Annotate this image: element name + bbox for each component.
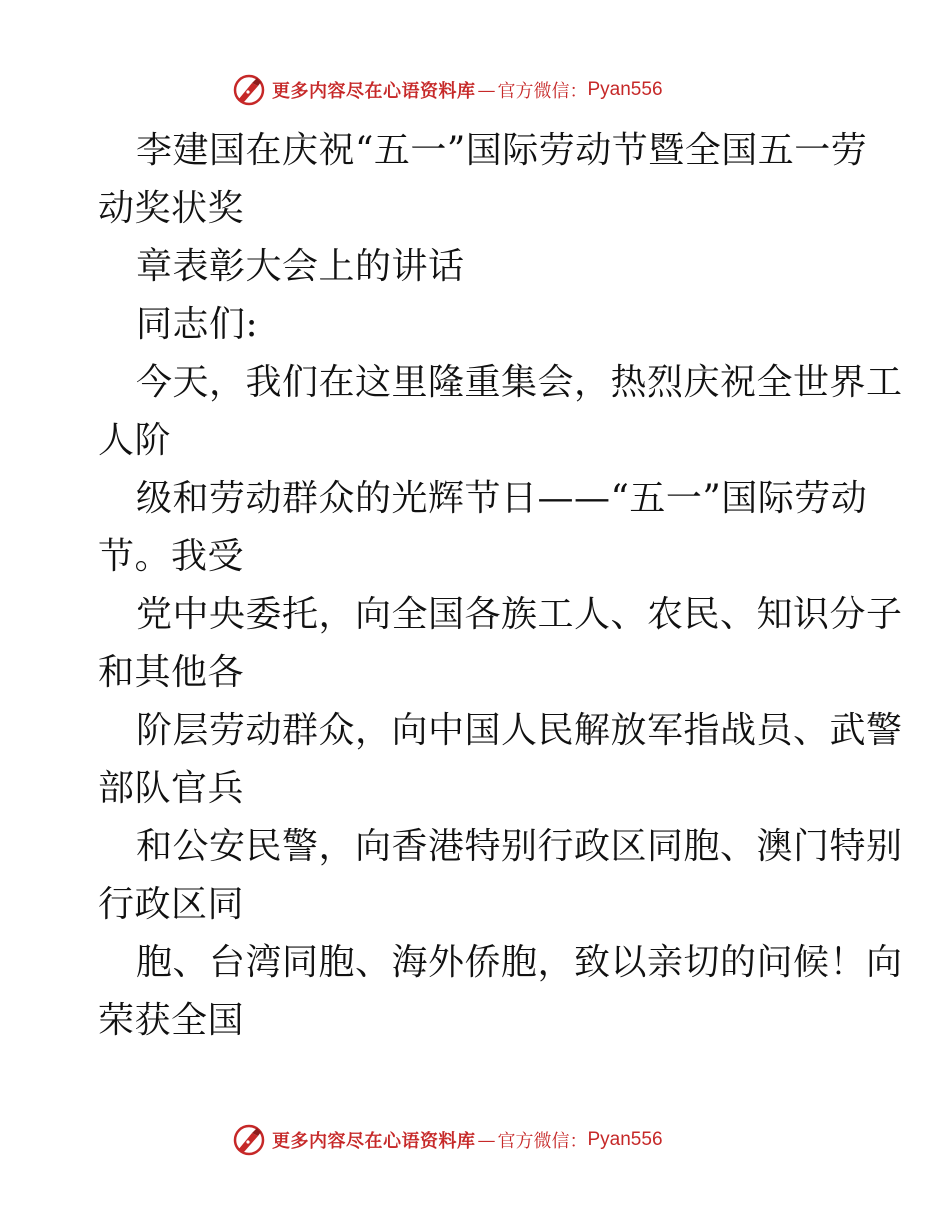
text-line: 节。我受 bbox=[98, 536, 245, 577]
text-line: 李建国在庆祝“五一”国际劳动节暨全国五一劳 bbox=[136, 130, 868, 171]
header-wechat-label: 官方微信： bbox=[497, 81, 588, 102]
text-line: 人阶 bbox=[98, 420, 172, 461]
text-line: 荣获全国 bbox=[98, 1000, 245, 1041]
header-dash: — bbox=[477, 79, 496, 101]
text-line: 动奖状奖 bbox=[98, 188, 245, 229]
text-line: 同志们: bbox=[136, 304, 259, 345]
text-line: 和公安民警，向香港特别行政区同胞、澳门特别 bbox=[136, 826, 903, 867]
header-banner bbox=[232, 70, 663, 110]
text-line: 和其他各 bbox=[98, 652, 245, 693]
footer-dash: — bbox=[477, 1129, 496, 1151]
text-line: 级和劳动群众的光辉节日——“五一”国际劳动 bbox=[136, 478, 868, 519]
footer-wechat-label: 官方微信： bbox=[497, 1131, 588, 1152]
text-line: 行政区同 bbox=[98, 884, 245, 925]
text-line: 今天，我们在这里隆重集会，热烈庆祝全世界工 bbox=[136, 362, 903, 403]
footer-wechat-account: Pyan556 bbox=[587, 1129, 663, 1150]
footer-banner bbox=[232, 1120, 663, 1160]
pen-nib-logo-icon bbox=[232, 1123, 266, 1157]
footer-brand-text: 更多内容尽在心语资料库 bbox=[272, 1131, 476, 1152]
text-line: 阶层劳动群众，向中国人民解放军指战员、武警 bbox=[136, 710, 903, 751]
text-line: 章表彰大会上的讲话 bbox=[136, 246, 465, 287]
text-line: 部队官兵 bbox=[98, 768, 245, 809]
pen-nib-logo-icon bbox=[232, 73, 266, 107]
text-line: 党中央委托，向全国各族工人、农民、知识分子 bbox=[136, 594, 903, 635]
header-brand-text: 更多内容尽在心语资料库 bbox=[272, 81, 476, 102]
text-line: 胞、台湾同胞、海外侨胞，致以亲切的问候！向 bbox=[136, 942, 903, 983]
document-body bbox=[98, 122, 903, 1050]
header-wechat-account: Pyan556 bbox=[587, 79, 663, 100]
